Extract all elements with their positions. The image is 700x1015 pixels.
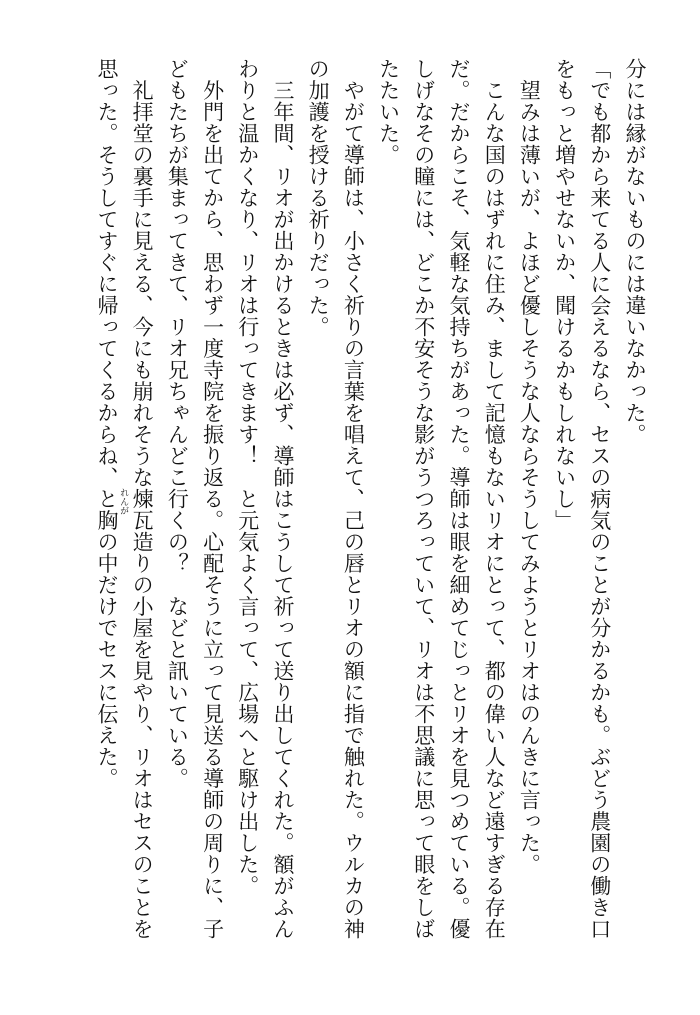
paragraph-1: 分には縁がないものには違いなかった。 — [623, 58, 647, 445]
paragraph-8 — [89, 58, 159, 958]
paragraph-6: 三年間、リオが出かけるときは必ず、導師はこうして祈って送り出してくれた。額がふんわりと温かくなり、リオは行ってきます！ と元気よく言って、広場へと駆け出した。 — [235, 58, 295, 940]
ruby-base-text: 煉瓦 — [130, 488, 155, 531]
paragraph-7: 外門を出てから、思わず一度寺院を振り返る。心配そうに立って見送る導師の周りに、子どもたちが集まってきて、リオ兄ちゃんどこ行くの？ などと訊いている。 — [165, 58, 225, 940]
paragraph-5: やがて導師は、小さく祈りの言葉を唱えて、己の唇とリオの額に指で触れた。ウルカの神の加護を授ける祈りだった。 — [306, 58, 366, 940]
paragraph-2-dialogue: 「でも都から来てる人に会えるなら、セスの病気のことが分かるかも。ぶどう農園の働き口をもっと増やせないか、聞けるかもしれないし」 — [552, 58, 612, 940]
vertical-text-column — [89, 58, 652, 958]
paragraph-4: こんな国のはずれに住み、まして記憶もないリオにとって、都の偉い人など遠すぎる存在だ。だからこそ、気軽な気持ちがあった。導師は眼を細めてじっとリオを見つめている。優しげなその瞳には、どこか不安そうな影がうつろっていて、リオは不思議に思って眼をしばたたいた。 — [376, 58, 507, 940]
ruby-reading: れんが — [118, 488, 129, 515]
paragraph-8-before: 礼拝堂の裏手に見える、今にも崩れそうな — [130, 79, 155, 488]
paragraph-8-after: 造りの小屋を見やり、リオはセスのことを思った。そうしてすぐに帰ってくるからね、と胸の中だけでセスに伝えた。 — [94, 58, 155, 940]
paragraph-3: 望みは薄いが、よほど優しそうな人ならそうしてみようとリオはのんきに言った。 — [517, 79, 542, 875]
ruby-word — [118, 488, 155, 531]
